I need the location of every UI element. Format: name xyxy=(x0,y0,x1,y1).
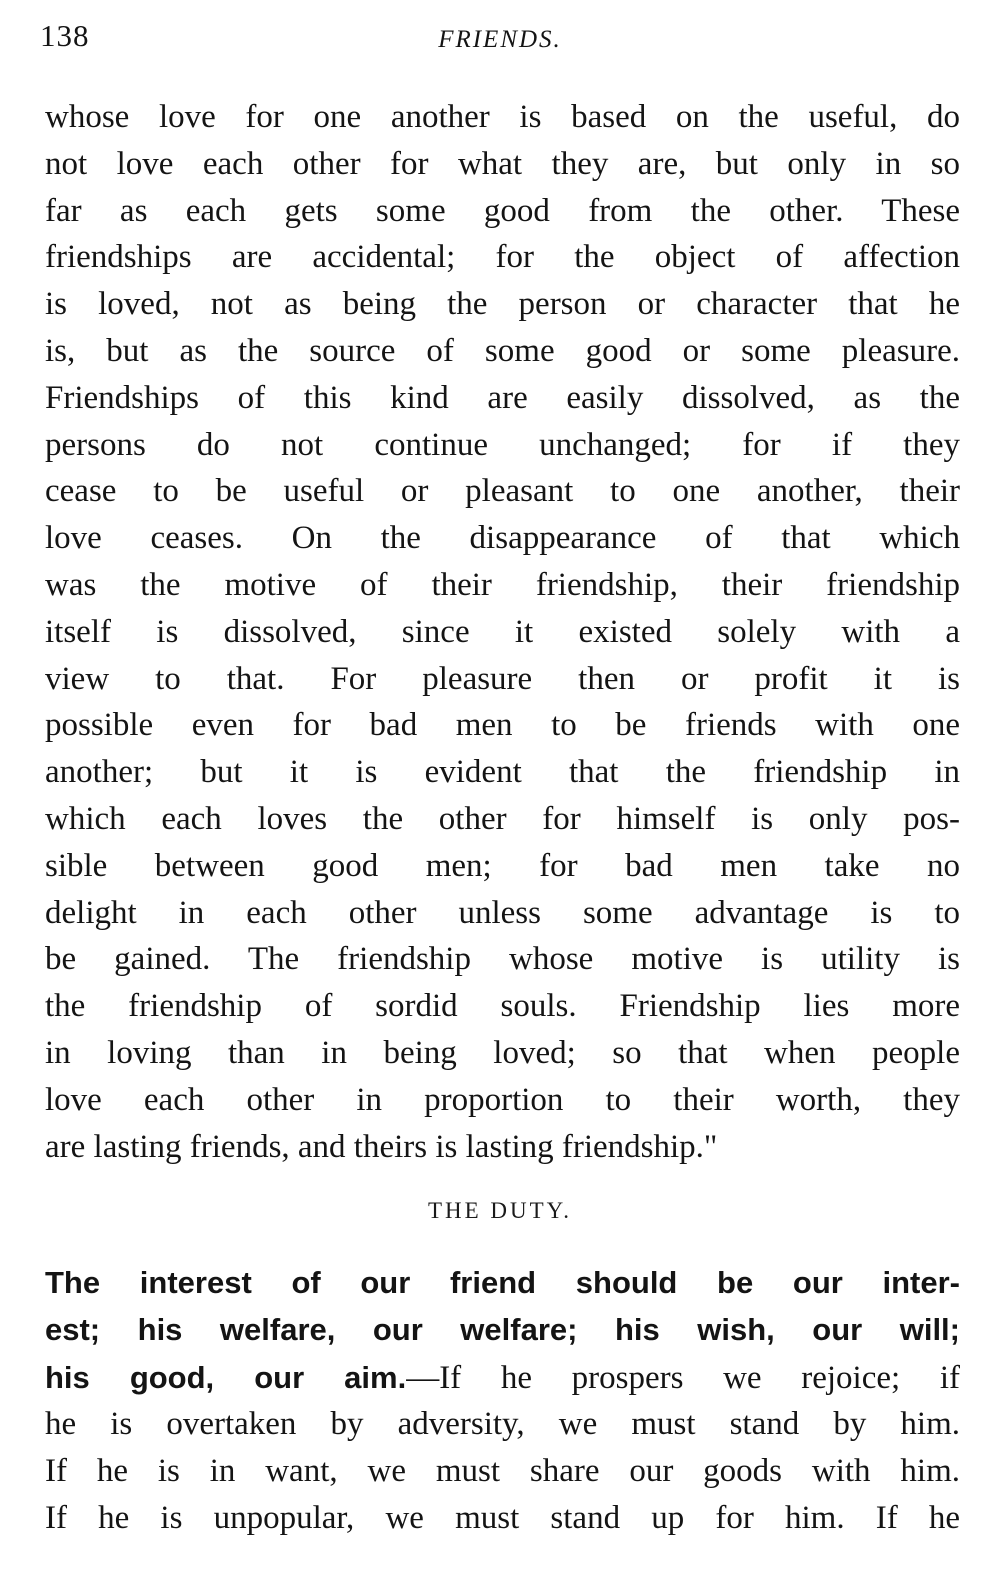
body-line: another; but it is evident that the friendship in xyxy=(45,754,960,791)
duty-line: If he is in want, we must share our goods with him. xyxy=(45,1453,960,1490)
duty-paragraph xyxy=(45,1259,960,1543)
body-line: be gained. The friendship whose motive is utility is xyxy=(45,941,960,978)
duty-mixed-line xyxy=(45,1354,960,1401)
body-line: love ceases. On the disappearance of that which xyxy=(45,520,960,557)
body-line: are lasting friends, and theirs is lasting friendship." xyxy=(45,1128,718,1165)
body-line: not love each other for what they are, but only in so xyxy=(45,145,960,182)
duty-bold-line xyxy=(45,1306,960,1353)
running-title: FRIENDS. xyxy=(438,26,562,53)
body-line: delight in each other unless some advantage is to xyxy=(45,894,960,931)
body-line: love each other in proportion to their worth, they xyxy=(45,1081,960,1118)
body-line: friendships are accidental; for the object of affection xyxy=(45,239,960,276)
page-number: 138 xyxy=(40,18,90,53)
body-line: was the motive of their friendship, their friendship xyxy=(45,566,960,603)
body-line: in loving than in being loved; so that when people xyxy=(45,1034,960,1071)
body-line: sible between good men; for bad men take no xyxy=(45,847,960,884)
body-line: whose love for one another is based on the useful, do xyxy=(45,99,960,135)
duty-bold-line xyxy=(45,1259,960,1306)
body-line: is, but as the source of some good or some pleasure. xyxy=(45,332,960,369)
duty-normal-run: —If he prospers we rejoice; if xyxy=(406,1359,960,1396)
body-line: possible even for bad men to be friends with one xyxy=(45,707,960,744)
duty-bold-run: his good, our aim. xyxy=(45,1359,407,1395)
body-line: itself is dissolved, since it existed solely with a xyxy=(45,613,960,650)
body-line: cease to be useful or pleasant to one another, their xyxy=(45,473,960,510)
body-line: Friendships of this kind are easily dissolved, as the xyxy=(45,379,960,416)
duty-bold-run: The interest of our friend should be our inter- xyxy=(45,1265,960,1300)
body-line: view to that. For pleasure then or profit it is xyxy=(45,660,960,697)
duty-line: If he is unpopular, we must stand up for him. If he xyxy=(45,1500,960,1537)
section-heading: THE DUTY. xyxy=(427,1198,573,1223)
body-line: the friendship of sordid souls. Friendship lies more xyxy=(45,988,960,1025)
duty-line: he is overtaken by adversity, we must stand by him. xyxy=(45,1405,960,1442)
body-line: persons do not continue unchanged; for if they xyxy=(45,426,960,463)
duty-bold-run: est; his welfare, our welfare; his wish, our will; xyxy=(45,1312,960,1348)
body-paragraph xyxy=(45,94,960,1170)
running-head xyxy=(40,18,960,62)
body-line: is loved, not as being the person or character that he xyxy=(45,286,960,323)
body-line: which each loves the other for himself is only pos- xyxy=(45,800,960,837)
body-line: far as each gets some good from the other. These xyxy=(45,192,960,229)
